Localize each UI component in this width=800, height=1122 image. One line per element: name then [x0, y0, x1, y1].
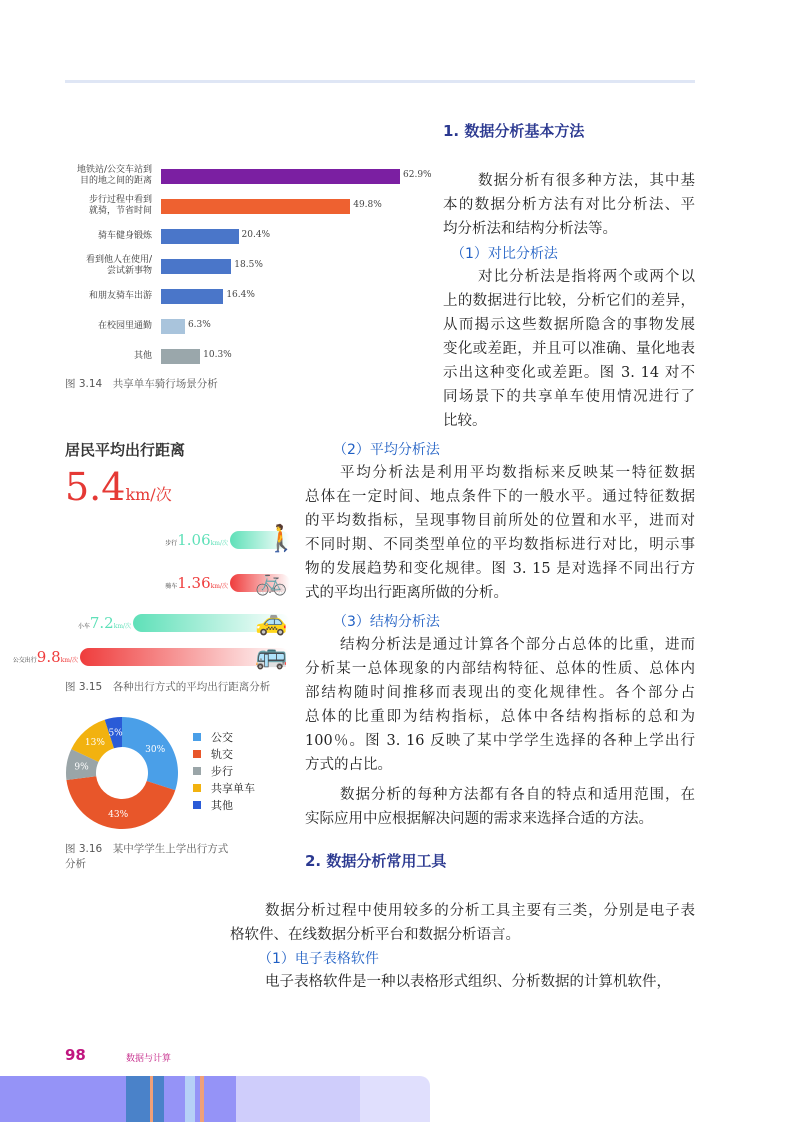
label-line: 和朋友骑车出游 [88, 290, 152, 301]
bar-category-label [60, 195, 152, 217]
text-line: 比较。 [443, 413, 487, 429]
slice-label: 13% [84, 738, 105, 749]
bar-category-label [60, 255, 152, 277]
legend-item [193, 779, 255, 796]
section-heading-1: 1. 数据分析基本方法 [443, 122, 585, 140]
figure-3-14-bar-chart [60, 163, 432, 368]
label-line: 骑车健身锻炼 [97, 230, 152, 241]
text-line: 同场景下的共享单车使用情况进行了 [443, 389, 695, 405]
text-line: 不同时期、不同类型单位的平均数指标进行对比，明示事 [305, 537, 695, 553]
label-line: 就骑，节省时间 [88, 206, 152, 216]
label-line: 看到他人在使用/ [85, 255, 152, 265]
bar [161, 229, 239, 244]
bar-category-label [60, 165, 152, 187]
figure-3-16-donut-chart [60, 712, 185, 834]
text-line: 总体的比重即为结构指标，总体中各结构指标的总和为 [305, 709, 695, 725]
distance-label [165, 573, 228, 592]
text-line: 结构分析法是通过计算各个部分占总体的比重，进而 [340, 637, 695, 653]
text-line: 部结构随时间推移而表现出的变化规律性。各个部分占 [305, 685, 695, 701]
text-line: 格软件、在线数据分析平台和数据分析语言。 [230, 927, 520, 943]
distance-value: 9.8 [36, 648, 61, 666]
bar-value-label: 10.3% [203, 350, 232, 360]
slice-label: 30% [145, 744, 166, 755]
bar [161, 169, 400, 184]
walker-icon: 🚶 [265, 524, 298, 554]
bicycle-icon: 🚲 [255, 567, 288, 597]
headline-distance [65, 465, 172, 509]
closing-paragraph [305, 783, 695, 831]
text-line: 式的平均出行距离所做的分析。 [305, 585, 508, 601]
slice-label: 5% [108, 728, 123, 739]
legend-label: 轨交 [211, 747, 233, 761]
distance-unit: km/次 [60, 657, 78, 664]
tool-title-spreadsheet: （1）电子表格软件 [258, 951, 379, 967]
bar [161, 319, 185, 334]
bar-value-label: 6.3% [187, 320, 211, 330]
text-line: 实际应用中应根据解决问题的需求来选择合适的方法。 [305, 811, 653, 827]
distance-value: 1.36 [177, 574, 211, 592]
text-line: 方式的占比。 [305, 757, 392, 773]
text-line: 数据分析过程中使用较多的分析工具主要有三类，分别是电子表 [265, 903, 695, 919]
method-title-comparison: （1）对比分析法 [451, 246, 558, 262]
headline-unit: km/次 [125, 485, 172, 504]
distance-label [13, 647, 78, 666]
car-icon: 🚕 [255, 607, 288, 637]
infographic-title: 居民平均出行距离 [65, 441, 186, 459]
legend-item [193, 762, 255, 779]
bar [161, 349, 200, 364]
bar-category-label [60, 291, 152, 302]
spreadsheet-paragraph [230, 970, 695, 994]
header-rule [65, 80, 695, 83]
legend-item [193, 728, 255, 745]
text-line: 本的数据分析方法有对比分析法、平 [443, 197, 695, 213]
bar-category-label [60, 321, 152, 332]
mode-name: 公交出行 [12, 657, 37, 664]
figure-3-16-caption [65, 842, 228, 872]
bar-category-label [60, 231, 152, 242]
text-line: 变化或差距，并且可以准确、量化地表 [443, 341, 695, 357]
tools-paragraph [230, 899, 695, 947]
structure-paragraph [305, 633, 695, 777]
intro-paragraph [443, 169, 695, 241]
bus-icon: 🚌 [255, 641, 288, 671]
text-line: 数据分析有很多种方法，其中基 [478, 173, 695, 189]
text-line: 数据分析的每种方法都有各自的特点和适用范围，在 [340, 787, 695, 803]
bar-value-label: 16.4% [226, 290, 255, 300]
comparison-paragraph [443, 265, 695, 433]
text-line: 总体在一定时间、地点条件下的一般水平。通过特征数据 [305, 489, 695, 505]
distance-label [78, 613, 131, 632]
headline-value: 5.4 [65, 465, 126, 509]
bar [161, 289, 223, 304]
text-line: 均分析法和结构分析法等。 [443, 221, 617, 237]
method-title-average: （2）平均分析法 [333, 442, 440, 458]
footer-decorative-band [0, 1076, 430, 1122]
distance-value: 1.06 [177, 531, 211, 549]
legend-swatch [193, 801, 201, 809]
distance-unit: km/次 [210, 540, 228, 547]
text-line: 电子表格软件是一种以表格形式组织、分析数据的计算机软件， [265, 974, 671, 990]
label-line: 地铁站/公交车站到 [76, 165, 152, 175]
bar-value-label: 62.9% [403, 170, 432, 180]
bar-category-label [60, 351, 152, 362]
distance-label [165, 530, 228, 549]
method-title-structure: （3）结构分析法 [333, 614, 440, 630]
mode-name: 步行 [165, 540, 178, 547]
bar-value-label: 20.4% [241, 230, 271, 240]
distance-unit: km/次 [113, 623, 132, 630]
text-line: 从而揭示这些数据所隐含的事物发展 [443, 317, 695, 333]
caption-line: 图 3.16 某中学学生上学出行方式 [65, 843, 229, 855]
book-title: 数据与计算 [126, 1054, 172, 1064]
average-paragraph [305, 461, 695, 605]
bar [161, 199, 350, 214]
label-line: 在校园里通勤 [97, 320, 152, 331]
figure-3-15-caption: 图 3.15 各种出行方式的平均出行距离分析 [65, 681, 271, 693]
label-line: 目的地之间的距离 [79, 176, 152, 186]
legend-item [193, 796, 255, 813]
distance-value: 7.2 [89, 614, 114, 632]
legend-label: 共享单车 [211, 781, 255, 795]
text-line: 分析某一总体现象的内部结构特征、总体的性质、总体内 [305, 661, 695, 677]
bar [161, 259, 231, 274]
figure-3-15-distance-infographic [12, 437, 298, 672]
legend-swatch [193, 784, 201, 792]
legend-item [193, 745, 255, 762]
mode-name: 小车 [77, 623, 90, 630]
mode-name: 骑车 [165, 583, 178, 590]
legend-label: 步行 [211, 764, 233, 778]
label-line: 尝试新事物 [106, 266, 152, 276]
slice-label: 43% [108, 809, 129, 820]
section-heading-2: 2. 数据分析常用工具 [305, 852, 447, 870]
slice-label: 9% [74, 762, 89, 773]
bar-value-label: 18.5% [234, 260, 263, 270]
legend-swatch [193, 750, 201, 758]
legend-swatch [193, 733, 201, 741]
figure-3-14-caption: 图 3.14 共享单车骑行场景分析 [65, 378, 218, 390]
text-line: 平均分析法是利用平均数指标来反映某一特征数据 [340, 465, 695, 481]
legend-label: 其他 [211, 798, 233, 812]
label-line: 其他 [133, 350, 152, 361]
text-line: 100％。图 3. 16 反映了某中学学生选择的各种上学出行 [305, 733, 695, 749]
text-line: 的平均数指标，呈现事物目前所处的位置和水平，进而对 [305, 513, 695, 529]
label-line: 步行过程中看到 [88, 195, 152, 205]
caption-line: 分析 [65, 858, 86, 870]
legend-swatch [193, 767, 201, 775]
text-line: 上的数据进行比较，分析它们的差异， [443, 293, 695, 309]
text-line: 对比分析法是指将两个或两个以 [478, 269, 695, 285]
bar-value-label: 49.8% [353, 200, 382, 210]
text-line: 示出这种变化或差距。图 3. 14 对不 [443, 365, 695, 381]
text-line: 物的发展趋势和变化规律。图 3. 15 是对选择不同出行方 [305, 561, 695, 577]
page-number: 98 [65, 1046, 86, 1064]
distance-unit: km/次 [210, 583, 228, 590]
donut-legend [193, 728, 255, 813]
legend-label: 公交 [211, 730, 233, 744]
